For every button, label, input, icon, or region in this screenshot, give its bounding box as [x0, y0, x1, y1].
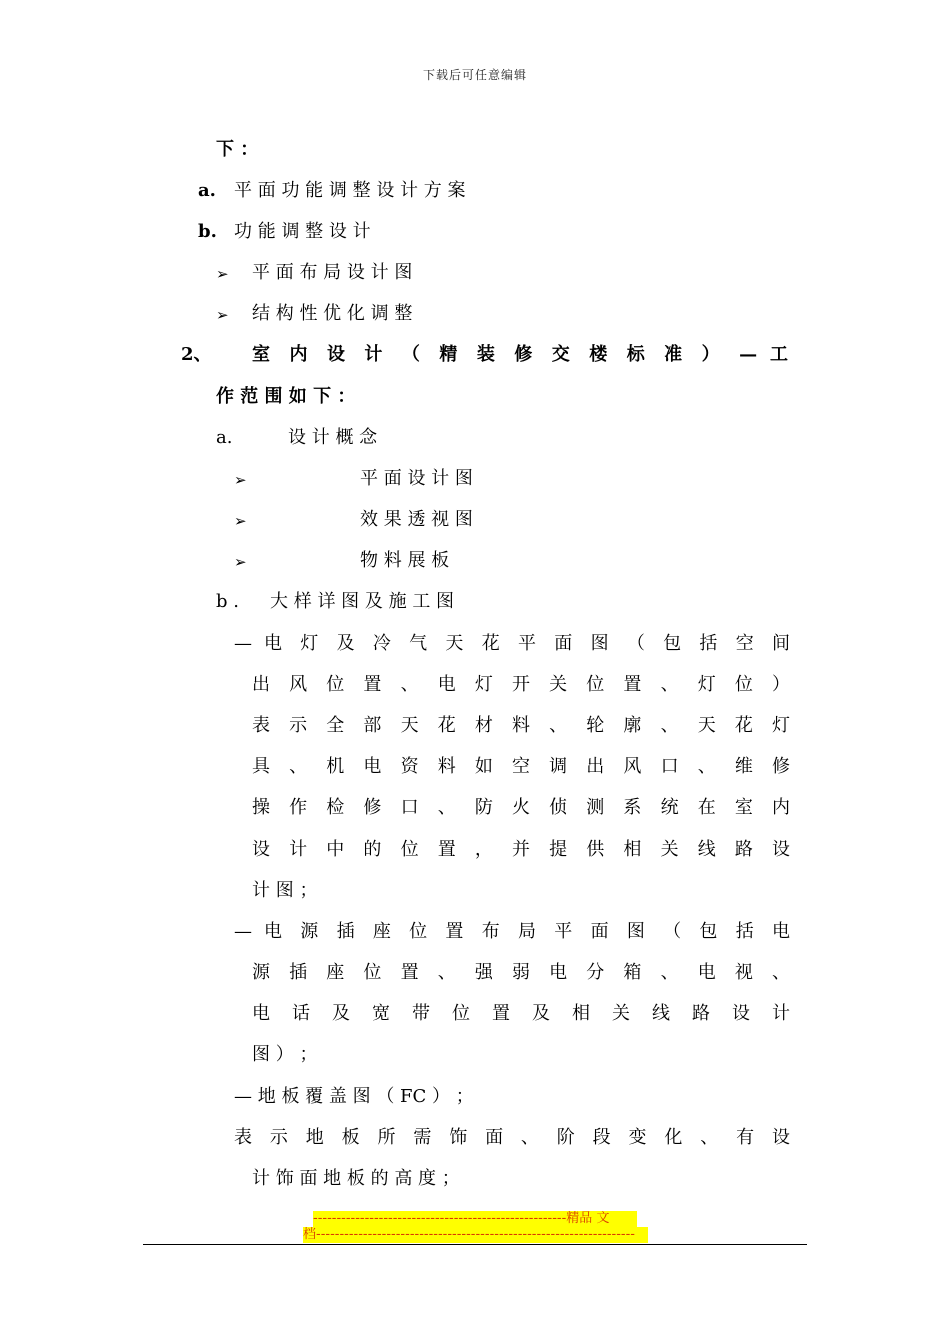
list-label: a.	[198, 180, 216, 201]
text-line: 设 计 中 的 位 置 ， 并 提 供 相 关 线 路 设	[252, 839, 790, 860]
arrow-bullet-icon: ➢	[234, 471, 247, 489]
text-line: 源 插 座 位 置 、 强 弱 电 分 箱 、 电 视 、	[252, 962, 790, 983]
text-line: 结 构 性 优 化 调 整	[252, 303, 413, 324]
text-line: 出 风 位 置 、 电 灯 开 关 位 置 、 灯 位 ）	[252, 674, 790, 695]
arrow-bullet-icon: ➢	[216, 306, 229, 324]
arrow-bullet-icon: ➢	[234, 512, 247, 530]
text-line: 计 饰 面 地 板 的 高 度 ；	[252, 1168, 460, 1189]
list-label: b.	[198, 221, 217, 242]
text-line: 功 能 调 整 设 计	[234, 221, 371, 242]
text-line: — 地 板 覆 盖 图 （ FC ） ；	[234, 1086, 474, 1107]
text-line: 表 示 全 部 天 花 材 料 、 轮 廓 、 天 花 灯	[252, 715, 790, 736]
section-number: 2、	[181, 344, 212, 365]
text-line: — 电 灯 及 冷 气 天 花 平 面 图 （ 包 括 空 间	[234, 633, 790, 654]
text-line: 下 ：	[216, 139, 259, 160]
page-header: 下载后可任意编辑	[422, 68, 527, 82]
text-line: 电 话 及 宽 带 位 置 及 相 关 线 路 设 计	[252, 1003, 790, 1024]
text-line: 平 面 功 能 调 整 设 计 方 案	[234, 180, 466, 201]
text-line: 大 样 详 图 及 施 工 图	[270, 591, 455, 612]
list-label: b .	[216, 591, 239, 612]
text-line: 平 面 设 计 图	[360, 468, 473, 489]
footer-divider	[143, 1244, 807, 1245]
text-line: — 电 源 插 座 位 置 布 局 平 面 图 （ 包 括 电	[234, 921, 790, 942]
section-heading-cont: 作 范 围 如 下 ：	[216, 386, 356, 407]
footer-watermark-line1: ------------------------------------------------------精品 文	[313, 1211, 637, 1227]
text-line: 操 作 检 修 口 、 防 火 侦 测 系 统 在 室 内	[252, 797, 790, 818]
arrow-bullet-icon: ➢	[216, 265, 229, 283]
footer-watermark-line2: 档--------------------------------------------------------------------	[303, 1227, 648, 1243]
text-line: 表 示 地 板 所 需 饰 面 、 阶 段 变 化 、 有 设	[234, 1127, 790, 1148]
text-line: 计 图 ；	[252, 880, 318, 901]
text-line: 物 料 展 板	[360, 550, 450, 571]
text-line: 图 ） ；	[252, 1044, 318, 1065]
section-heading: 室 内 设 计 （ 精 装 修 交 楼 标 准 ） — 工	[252, 344, 788, 365]
list-label: a.	[216, 427, 233, 448]
text-line: 平 面 布 局 设 计 图	[252, 262, 413, 283]
text-line: 设 计 概 念	[288, 427, 378, 448]
text-line: 具 、 机 电 资 料 如 空 调 出 风 口 、 维 修	[252, 756, 790, 777]
arrow-bullet-icon: ➢	[234, 553, 247, 571]
text-line: 效 果 透 视 图	[360, 509, 473, 530]
